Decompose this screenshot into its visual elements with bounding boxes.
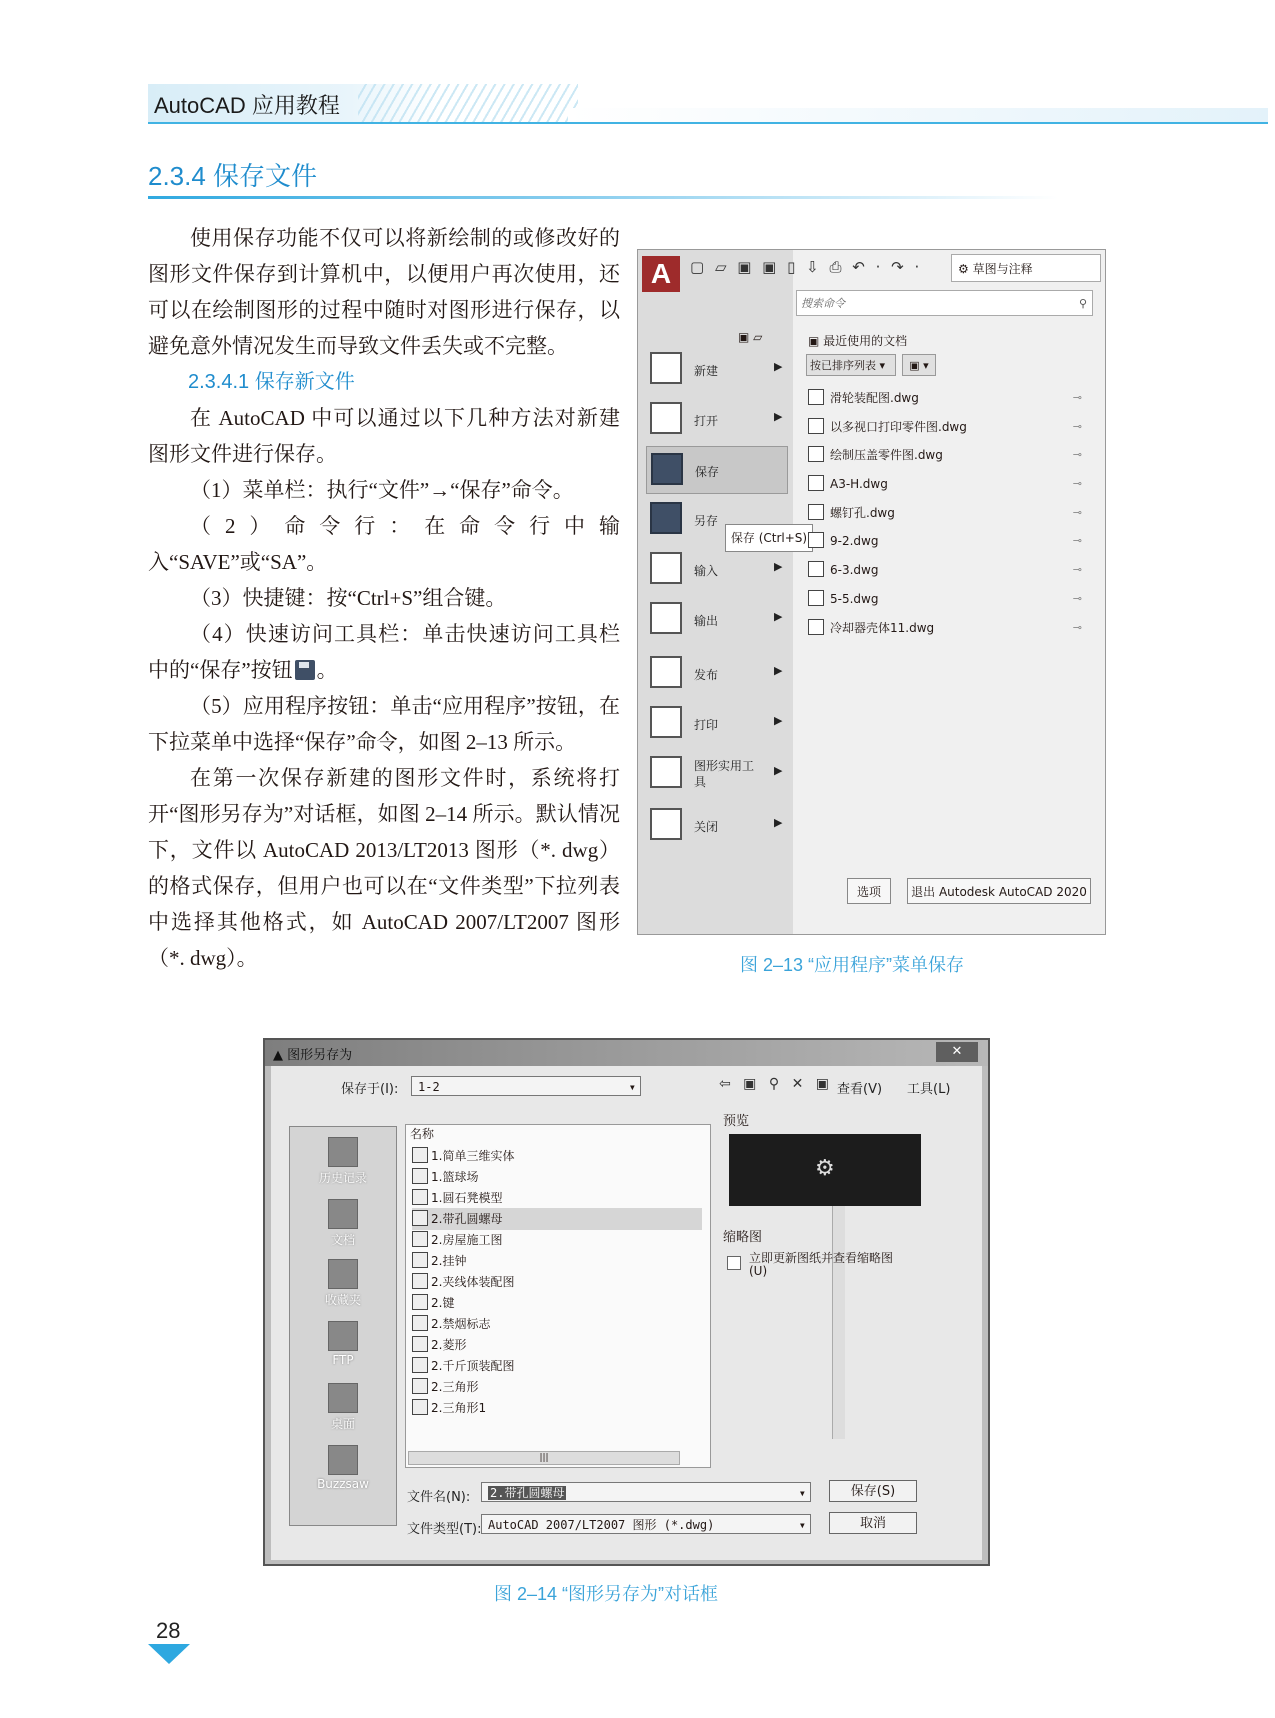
- section-title: 2.3.4 保存文件: [148, 161, 318, 191]
- dwg-file-icon: [808, 619, 824, 635]
- open-icon: [650, 402, 682, 434]
- pin-icon[interactable]: ⊸: [1072, 563, 1082, 577]
- file-name: 1.圆石凳模型: [431, 1191, 503, 1205]
- menu-open[interactable]: [646, 396, 786, 442]
- file-name: 2.挂钟: [431, 1254, 467, 1268]
- buzzsaw-icon: [328, 1445, 358, 1475]
- close-doc-icon: [650, 808, 682, 840]
- file-name: 2.千斤顶装配图: [431, 1359, 515, 1373]
- recent-file-name: 以多视口打印零件图.dwg: [830, 419, 967, 434]
- header-rule: [148, 122, 1268, 124]
- print-icon: [650, 706, 682, 738]
- file-item[interactable]: [412, 1313, 490, 1335]
- save-in-dropdown[interactable]: [411, 1076, 641, 1096]
- file-name: 2.键: [431, 1296, 455, 1310]
- filename-label: 文件名(N):: [407, 1490, 471, 1505]
- file-item-selected[interactable]: [412, 1208, 702, 1230]
- preview-label: 预览: [723, 1114, 750, 1129]
- file-item[interactable]: [412, 1397, 486, 1419]
- menu-close[interactable]: [646, 802, 786, 848]
- dwg-file-icon: [808, 561, 824, 577]
- view-dropdown[interactable]: ▣ ▾: [902, 354, 936, 376]
- new-icon: [650, 352, 682, 384]
- chevron-right-icon: ▶: [774, 816, 783, 829]
- recent-file-name: 螺钉孔.dwg: [830, 505, 895, 520]
- figure-2-14-caption: 图 2–14 “图形另存为”对话框: [494, 1584, 719, 1604]
- options-button[interactable]: 选项: [847, 878, 891, 904]
- file-name: 2.带孔圆螺母: [431, 1212, 503, 1226]
- dwg-file-icon: [808, 446, 824, 462]
- dwg-file-icon: [412, 1357, 428, 1373]
- pin-icon[interactable]: ⊸: [1072, 591, 1082, 605]
- dwg-file-icon: [808, 590, 824, 606]
- method-quick-access-end: 。: [316, 658, 338, 682]
- search-placeholder: 搜索命令: [801, 297, 845, 310]
- chevron-right-icon: ▶: [774, 664, 783, 677]
- place-desktop[interactable]: [290, 1381, 396, 1437]
- recent-file[interactable]: [808, 472, 1098, 501]
- documents-icon: [328, 1199, 358, 1229]
- file-item[interactable]: [412, 1376, 478, 1398]
- book-title: AutoCAD 应用教程: [154, 93, 340, 118]
- file-name: 2.三角形1: [431, 1401, 487, 1415]
- recent-documents-heading: [808, 332, 907, 349]
- menu-save[interactable]: [646, 446, 788, 494]
- method-commandline: （2）命令行：在命令行中输入“SAVE”或“SA”。: [148, 514, 620, 574]
- dwg-file-icon: [412, 1294, 428, 1310]
- running-header: [148, 84, 1275, 124]
- horizontal-scrollbar[interactable]: |||: [408, 1451, 680, 1465]
- dwg-file-icon: [412, 1252, 428, 1268]
- pin-icon[interactable]: ⊸: [1072, 534, 1082, 548]
- workspace-switcher[interactable]: [951, 254, 1101, 282]
- dwg-file-icon: [412, 1231, 428, 1247]
- dwg-file-icon: [412, 1336, 428, 1352]
- menu-saveas-label: 另存: [694, 514, 719, 528]
- file-name: 2.禁烟标志: [431, 1317, 491, 1331]
- recent-file-name: 滑轮装配图.dwg: [830, 391, 919, 405]
- recent-file-name: 5-5.dwg: [830, 591, 879, 606]
- chevron-right-icon: ▶: [774, 410, 783, 423]
- save-in-value: 1-2: [418, 1080, 440, 1094]
- workspace-label: 草图与注释: [972, 262, 1033, 276]
- place-label: 桌面: [330, 1417, 355, 1431]
- sort-dropdown[interactable]: 按已排序列表 ▾: [806, 354, 896, 376]
- autocad-logo-icon: ▲: [273, 1048, 288, 1063]
- menu-new-label: 新建: [694, 364, 719, 378]
- recent-file-name: 冷却器壳体11.dwg: [830, 620, 935, 635]
- update-thumbnail-checkbox[interactable]: [727, 1256, 741, 1270]
- menu-open-label: 打开: [694, 414, 719, 428]
- place-history[interactable]: [290, 1135, 396, 1191]
- dialog-body: [271, 1066, 982, 1560]
- filename-value: 2.带孔圆螺母: [490, 1486, 565, 1500]
- menu-publish[interactable]: [646, 650, 786, 696]
- page-number: 28: [156, 1618, 181, 1643]
- method-app-button: （5）应用程序按钮：单击“应用程序”按钮，在下拉菜单中选择“保存”命令，如图 2–13 所示。: [148, 694, 620, 754]
- method-quick-access-text: （4）快速访问工具栏：单击快速访问工具栏中的“保存”按钮: [148, 622, 620, 682]
- filetype-value: AutoCAD 2007/LT2007 图形 (*.dwg): [488, 1518, 715, 1532]
- gear-icon: ⚙: [958, 262, 973, 276]
- dwg-file-icon: [808, 504, 824, 520]
- paragraph-intro: 使用保存功能不仅可以将新绘制的或修改好的图形文件保存到计算机中，以便用户再次使用，还可以在绘制图形的过程中随时对图形进行保存，以避免意外情况发生而导致文件丢失或不完整。: [148, 226, 620, 358]
- document-view-buttons[interactable]: ▣ ▱: [738, 330, 763, 344]
- recent-file-name: 绘制压盖零件图.dwg: [830, 448, 943, 463]
- dialog-toolbar[interactable]: ⇦ ▣ ⚲ ✕ ▣: [719, 1076, 833, 1092]
- close-icon[interactable]: ✕: [936, 1042, 978, 1062]
- chevron-right-icon: ▶: [774, 714, 783, 727]
- file-list: [405, 1124, 711, 1468]
- dwg-file-icon: [808, 532, 824, 548]
- exit-autocad-button[interactable]: 退出 Autodesk AutoCAD 2020: [907, 878, 1091, 904]
- dwg-file-icon: [412, 1147, 428, 1163]
- cancel-button[interactable]: 取消: [829, 1512, 917, 1534]
- menu-print[interactable]: [646, 700, 786, 746]
- paragraph-methods-intro: 在 AutoCAD 中可以通过以下几种方法对新建图形文件进行保存。: [148, 406, 620, 466]
- recent-file[interactable]: [808, 558, 1098, 587]
- paragraph-saveas: 在第一次保存新建的图形文件时，系统将打开“图形另存为”对话框，如图 2–14 所示。默认情况下，文件以 AutoCAD 2013/LT2013 图形（*. dwg）的格式保存，但用户也可以在“文件类型”下拉列表中选择其他格式，如 AutoCAD 2007/LT2007 图形（*. dwg）。: [148, 766, 620, 970]
- places-bar: [289, 1126, 397, 1526]
- recent-documents-label: 最近使用的文档: [823, 334, 908, 348]
- recent-file[interactable]: [808, 529, 1098, 558]
- dwg-file-icon: [412, 1399, 428, 1415]
- place-label: Buzzsaw: [317, 1477, 369, 1491]
- menu-drawing-utilities-label: 图形实用工具: [694, 759, 755, 789]
- dwg-file-icon: [808, 475, 824, 491]
- menu-import[interactable]: [646, 546, 786, 592]
- search-icon: ⚲: [1078, 297, 1087, 310]
- recent-file-name: 6-3.dwg: [830, 563, 879, 578]
- dwg-file-icon: [808, 389, 824, 405]
- page-marker-triangle: [148, 1644, 190, 1664]
- recent-file[interactable]: [808, 501, 1098, 530]
- save-button[interactable]: 保存(S): [829, 1480, 917, 1502]
- recent-file[interactable]: [808, 587, 1098, 616]
- filetype-label: 文件类型(T):: [407, 1522, 482, 1537]
- nut-drawing-icon: ⚙: [815, 1156, 835, 1181]
- chevron-right-icon: ▶: [774, 560, 783, 573]
- thumbnail-label: 缩略图: [723, 1230, 763, 1245]
- subsection-title: 2.3.4.1 保存新文件: [188, 371, 355, 393]
- dialog-title-text: 图形另存为: [287, 1048, 353, 1063]
- place-favorites[interactable]: [290, 1257, 396, 1313]
- favorites-icon: [328, 1259, 358, 1289]
- header-fade: [568, 108, 1268, 122]
- name-column-header[interactable]: 名称: [410, 1127, 435, 1141]
- section-rule: [148, 196, 1058, 199]
- chevron-down-icon: ▾: [798, 1486, 806, 1500]
- file-item[interactable]: [412, 1145, 514, 1167]
- quick-access-toolbar[interactable]: ▢ ▱ ▣ ▣ ▯ ⇩ ⎙ ↶ · ↷ ·: [690, 258, 923, 276]
- pin-icon[interactable]: ⊸: [1072, 419, 1082, 433]
- sort-label: 按已排序列表: [810, 359, 876, 372]
- app-menu-screenshot: [637, 249, 1106, 935]
- file-name: 2.菱形: [431, 1338, 467, 1352]
- update-thumbnail-label: 立即更新图纸并查看缩略图(U): [749, 1251, 894, 1278]
- method-quick-access: [148, 616, 620, 688]
- dwg-file-icon: [412, 1378, 428, 1394]
- save-icon: [651, 453, 683, 485]
- dwg-file-icon: [412, 1168, 428, 1184]
- place-label: FTP: [332, 1353, 354, 1367]
- file-item[interactable]: [412, 1229, 502, 1251]
- file-item[interactable]: [412, 1187, 502, 1209]
- recent-file[interactable]: [808, 616, 1098, 645]
- menu-export-label: 输出: [694, 614, 719, 628]
- save-icon: [295, 660, 315, 680]
- history-icon: [328, 1137, 358, 1167]
- recent-file[interactable]: [808, 415, 1098, 444]
- recent-file-name: A3-H.dwg: [830, 477, 888, 492]
- application-button[interactable]: A: [642, 256, 680, 292]
- save-in-label: 保存于(I):: [341, 1082, 399, 1097]
- menu-new[interactable]: [646, 346, 786, 392]
- dialog-title: [273, 1044, 352, 1063]
- menu-publish-label: 发布: [694, 668, 719, 682]
- place-ftp[interactable]: [290, 1319, 396, 1375]
- pin-icon[interactable]: ⊸: [1072, 477, 1082, 491]
- pin-icon[interactable]: ⊸: [1072, 505, 1082, 519]
- chevron-down-icon: ▾: [798, 1518, 806, 1532]
- chevron-right-icon: ▶: [774, 764, 783, 777]
- export-icon: [650, 602, 682, 634]
- file-name: 2.房屋施工图: [431, 1233, 503, 1247]
- figure-2-13-caption: 图 2–13 “应用程序”菜单保存: [740, 955, 965, 975]
- view-menu[interactable]: 查看(V): [837, 1082, 883, 1097]
- menu-export[interactable]: [646, 596, 786, 642]
- dwg-file-icon: [808, 418, 824, 434]
- place-label: 历史记录: [318, 1171, 367, 1185]
- place-buzzsaw[interactable]: [290, 1443, 396, 1499]
- chevron-down-icon: ▾: [628, 1080, 636, 1094]
- dwg-file-icon: [412, 1273, 428, 1289]
- header-stripes: [358, 84, 578, 122]
- method-menubar: （1）菜单栏：执行“文件”→“保存”命令。: [190, 478, 574, 502]
- file-name: 2.夹线体装配图: [431, 1275, 515, 1289]
- file-name: 1.简单三维实体: [431, 1149, 515, 1163]
- save-tooltip: 保存 (Ctrl+S): [725, 524, 813, 552]
- pin-icon[interactable]: ⊸: [1072, 620, 1082, 634]
- file-item[interactable]: [412, 1355, 514, 1377]
- search-commands-input[interactable]: [796, 290, 1093, 316]
- desktop-icon: [328, 1383, 358, 1413]
- publish-icon: [650, 656, 682, 688]
- file-item[interactable]: [412, 1334, 466, 1356]
- recent-docs-icon: ▣: [808, 334, 824, 348]
- pin-icon[interactable]: ⊸: [1072, 391, 1082, 404]
- file-item[interactable]: [412, 1250, 466, 1272]
- recent-file[interactable]: [808, 443, 1098, 472]
- save-as-dialog: [263, 1038, 990, 1566]
- pin-icon[interactable]: ⊸: [1072, 448, 1082, 462]
- dwg-file-icon: [412, 1210, 428, 1226]
- body-text: [148, 220, 620, 976]
- filetype-dropdown[interactable]: [481, 1514, 811, 1534]
- saveas-icon: [650, 502, 682, 534]
- dwg-file-icon: [412, 1315, 428, 1331]
- place-documents[interactable]: [290, 1197, 396, 1253]
- file-name: 1.篮球场: [431, 1170, 479, 1184]
- place-label: 文档: [330, 1233, 355, 1247]
- dwg-file-icon: [412, 1189, 428, 1205]
- tools-menu[interactable]: 工具(L): [907, 1082, 951, 1097]
- file-item[interactable]: [412, 1292, 454, 1314]
- import-icon: [650, 552, 682, 584]
- menu-drawing-utilities[interactable]: [646, 750, 786, 796]
- dialog-titlebar: [265, 1040, 988, 1066]
- menu-print-label: 打印: [694, 718, 719, 732]
- chevron-right-icon: ▶: [774, 610, 783, 623]
- place-label: 收藏夹: [324, 1293, 361, 1307]
- filename-input[interactable]: [481, 1482, 811, 1502]
- ftp-icon: [328, 1321, 358, 1351]
- method-shortcut: （3）快捷键：按“Ctrl+S”组合键。: [190, 586, 507, 610]
- file-item[interactable]: [412, 1271, 514, 1293]
- recent-file[interactable]: [808, 386, 1098, 415]
- file-name: 2.三角形: [431, 1380, 479, 1394]
- preview-pane: [729, 1134, 921, 1206]
- menu-close-label: 关闭: [694, 820, 719, 834]
- chevron-right-icon: ▶: [774, 360, 783, 373]
- recent-file-list: [808, 386, 1098, 644]
- file-item[interactable]: [412, 1166, 478, 1188]
- recent-file-name: 9-2.dwg: [830, 534, 879, 549]
- menu-save-label: 保存: [695, 465, 720, 479]
- wrench-icon: [650, 756, 682, 788]
- menu-import-label: 输入: [694, 564, 719, 578]
